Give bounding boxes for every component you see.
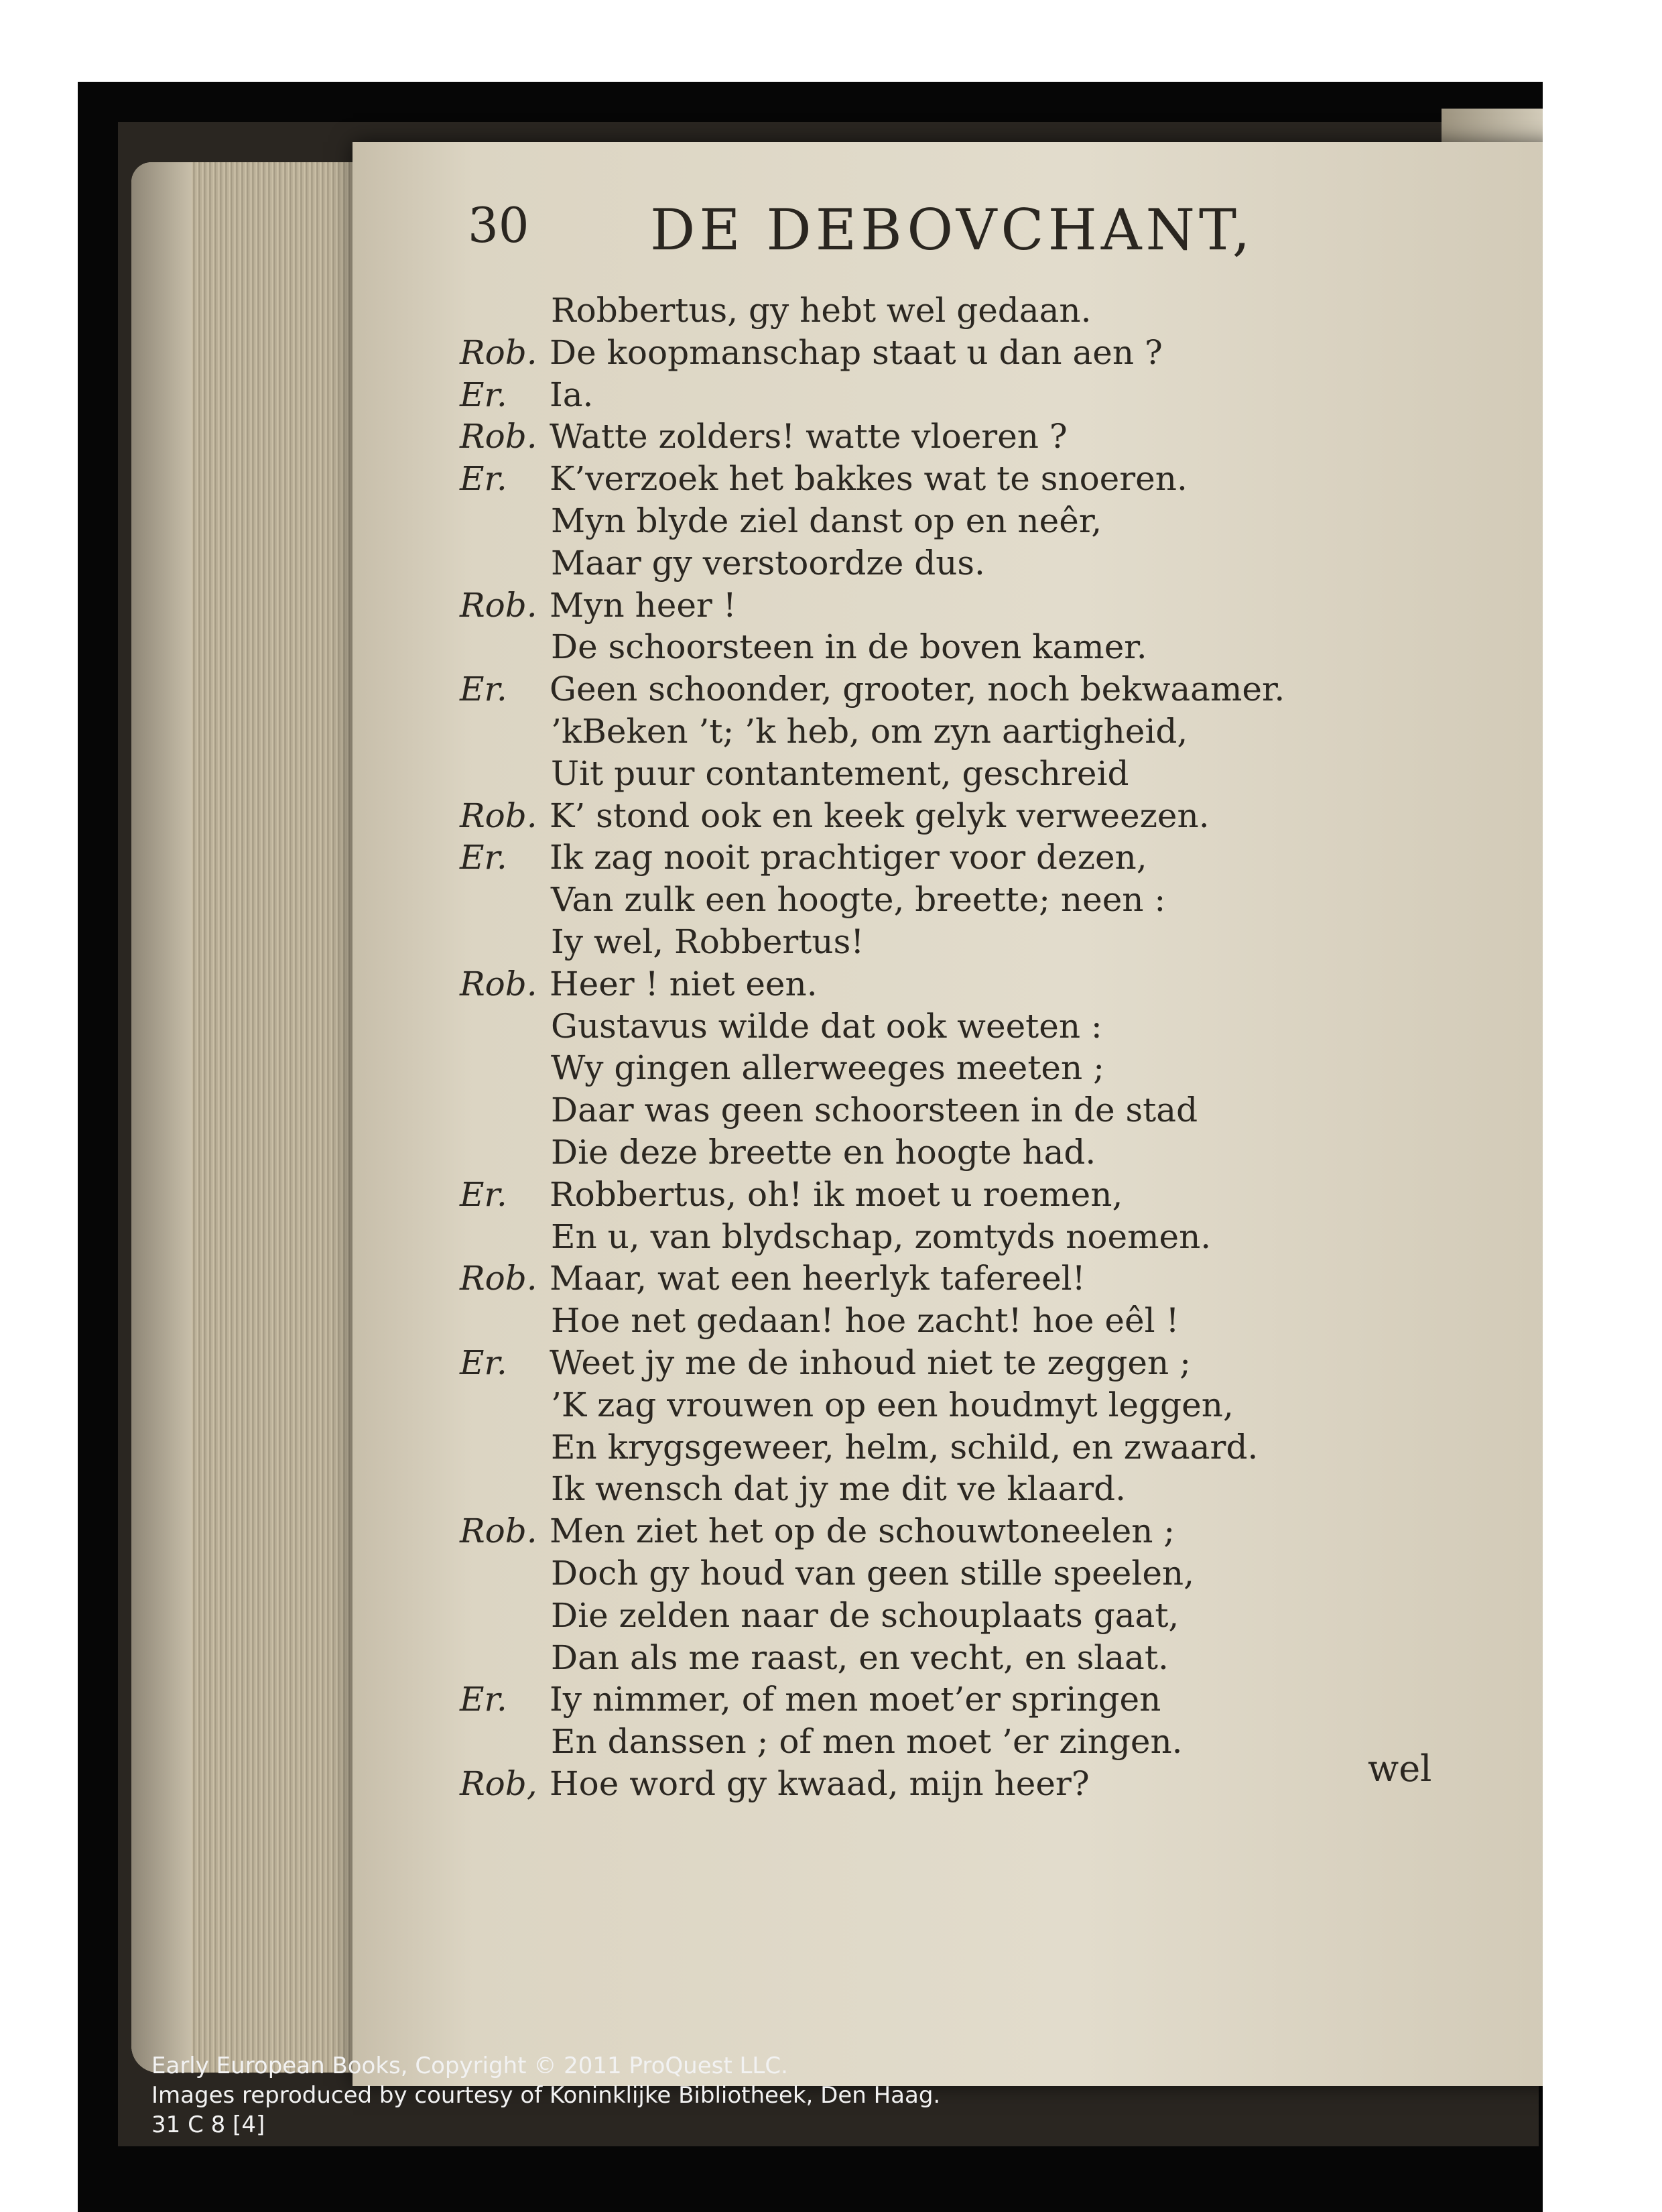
verse-text: Maar gy verstoordze dus. <box>551 543 985 582</box>
verse-line <box>460 458 1452 500</box>
speaker-label: Rob. <box>460 796 537 835</box>
verse-text: Dan als me raast, en vecht, en slaat. <box>551 1638 1169 1677</box>
verse-line <box>460 1468 1452 1510</box>
verse-line <box>460 921 1452 963</box>
speaker-label: Rob. <box>460 332 537 372</box>
book-binding-edge <box>131 162 192 2073</box>
speaker-label: Rob. <box>460 1259 537 1298</box>
verse-line <box>460 1721 1452 1763</box>
verse-line <box>460 963 1452 1005</box>
running-title: DE DEBOVCHANT, <box>650 197 1255 263</box>
verse-line <box>460 1552 1452 1595</box>
verse-text: Heer ! niet een. <box>550 964 818 1003</box>
verse-text: K’verzoek het bakkes wat te snoeren. <box>550 459 1188 499</box>
verse-line <box>460 1763 1452 1805</box>
verse-line <box>460 1637 1452 1679</box>
verse-text: En danssen ; of men moet ’er zingen. <box>551 1722 1183 1762</box>
verse-text: Ik zag nooit prachtiger voor dezen, <box>550 838 1147 877</box>
verse-text: ’K zag vrouwen op een houdmyt leggen, <box>551 1385 1234 1424</box>
verse-line <box>460 374 1452 416</box>
verse-text: Men ziet het op de schouwtoneelen ; <box>550 1512 1175 1551</box>
verse-text: Doch gy houd van geen stille speelen, <box>551 1553 1195 1593</box>
verse-text: En u, van blydschap, zomtyds noemen. <box>551 1217 1212 1256</box>
verse-text: ’kBeken ’t; ’k heb, om zyn aartigheid, <box>551 711 1188 751</box>
verse-text: Maar, wat een heerlyk tafereel! <box>550 1259 1086 1298</box>
speaker-label: Rob. <box>460 964 537 1003</box>
page-number: 30 <box>468 197 529 253</box>
verse-line <box>460 1257 1452 1300</box>
verse-line <box>460 711 1452 753</box>
verse-line <box>460 1384 1452 1426</box>
verse-block <box>460 290 1452 1805</box>
catchword: wel <box>1368 1747 1432 1790</box>
speaker-label: Er. <box>460 1343 507 1382</box>
verse-line <box>460 1174 1452 1216</box>
copyright-footer <box>151 2051 1291 2140</box>
verse-text: Myn blyde ziel danst op en neêr, <box>551 501 1102 540</box>
verse-text: Robbertus, oh! ik moet u roemen, <box>550 1174 1123 1214</box>
verse-line <box>460 668 1452 711</box>
verse-text: Hoe net gedaan! hoe zacht! hoe eêl ! <box>551 1301 1179 1341</box>
verse-line <box>460 1300 1452 1342</box>
speaker-label: Rob. <box>460 417 537 456</box>
verse-line <box>460 542 1452 585</box>
verse-line <box>460 1678 1452 1721</box>
speaker-label: Er. <box>460 459 507 499</box>
verse-text: De koopmanschap staat u dan aen ? <box>550 332 1163 372</box>
verse-line <box>460 753 1452 795</box>
speaker-label: Er. <box>460 670 507 709</box>
verse-line <box>460 837 1452 879</box>
page-header <box>468 197 1460 271</box>
speaker-label: Er. <box>460 1680 507 1719</box>
book-page <box>353 142 1543 2086</box>
verse-line <box>460 1047 1452 1089</box>
verse-text: Ik wensch dat jy me dit ve klaard. <box>551 1469 1127 1509</box>
verse-text: Geen schoonder, grooter, noch bekwaamer. <box>550 670 1285 709</box>
verse-line <box>460 1131 1452 1174</box>
verse-line <box>460 795 1452 837</box>
verse-text: En krygsgeweer, helm, schild, en zwaard. <box>551 1427 1259 1467</box>
verse-text: Die zelden naar de schouplaats gaat, <box>551 1595 1179 1635</box>
verse-line <box>460 332 1452 374</box>
verse-line <box>460 1005 1452 1048</box>
footer-shelfmark-line: 31 C 8 [4] <box>151 2111 265 2138</box>
verse-line <box>460 500 1452 542</box>
verse-line <box>460 1426 1452 1469</box>
scan-background <box>78 82 1543 2212</box>
verse-line <box>460 585 1452 627</box>
speaker-label: Rob. <box>460 585 537 625</box>
speaker-label: Er. <box>460 838 507 877</box>
verse-text: K’ stond ook en keek gelyk verweezen. <box>550 796 1210 835</box>
verse-line <box>460 626 1452 668</box>
verse-text: De schoorsteen in de boven kamer. <box>551 627 1147 667</box>
verse-line <box>460 1342 1452 1384</box>
speaker-label: Er. <box>460 375 507 414</box>
verse-text: Die deze breette en hoogte had. <box>551 1132 1096 1172</box>
verse-text: Van zulk een hoogte, breette; neen : <box>551 880 1166 920</box>
verse-text: Weet jy me de inhoud niet te zeggen ; <box>550 1343 1191 1382</box>
verse-line <box>460 416 1452 458</box>
verse-text: Hoe word gy kwaad, mijn heer? <box>550 1764 1090 1803</box>
verse-text: Iy wel, Robbertus! <box>551 922 865 961</box>
footer-courtesy-line: Images reproduced by courtesy of Koninklijke Bibliotheek, Den Haag. <box>151 2082 941 2109</box>
verse-text: Iy nimmer, of men moet’er springen <box>550 1680 1161 1719</box>
verse-text: Uit puur contantement, geschreid <box>551 753 1129 793</box>
verse-text: Myn heer ! <box>550 585 737 625</box>
verse-text: Daar was geen schoorsteen in de stad <box>551 1091 1198 1130</box>
verse-line <box>460 1089 1452 1131</box>
verse-text: Watte zolders! watte vloeren ? <box>550 417 1068 456</box>
verse-text: Robbertus, gy hebt wel gedaan. <box>551 291 1092 330</box>
verse-line <box>460 1216 1452 1258</box>
verse-text: Gustavus wilde dat ook weeten : <box>551 1006 1102 1046</box>
footer-copyright-line: Early European Books, Copyright © 2011 ProQuest LLC. <box>151 2052 788 2079</box>
verse-line <box>460 1595 1452 1637</box>
speaker-label: Rob, <box>460 1764 537 1803</box>
verse-line <box>460 879 1452 921</box>
verse-line <box>460 290 1452 332</box>
verse-text: Wy gingen allerweeges meeten ; <box>551 1048 1104 1088</box>
verse-text: Ia. <box>550 375 594 414</box>
speaker-label: Rob. <box>460 1512 537 1551</box>
speaker-label: Er. <box>460 1174 507 1214</box>
verse-line <box>460 1510 1452 1552</box>
